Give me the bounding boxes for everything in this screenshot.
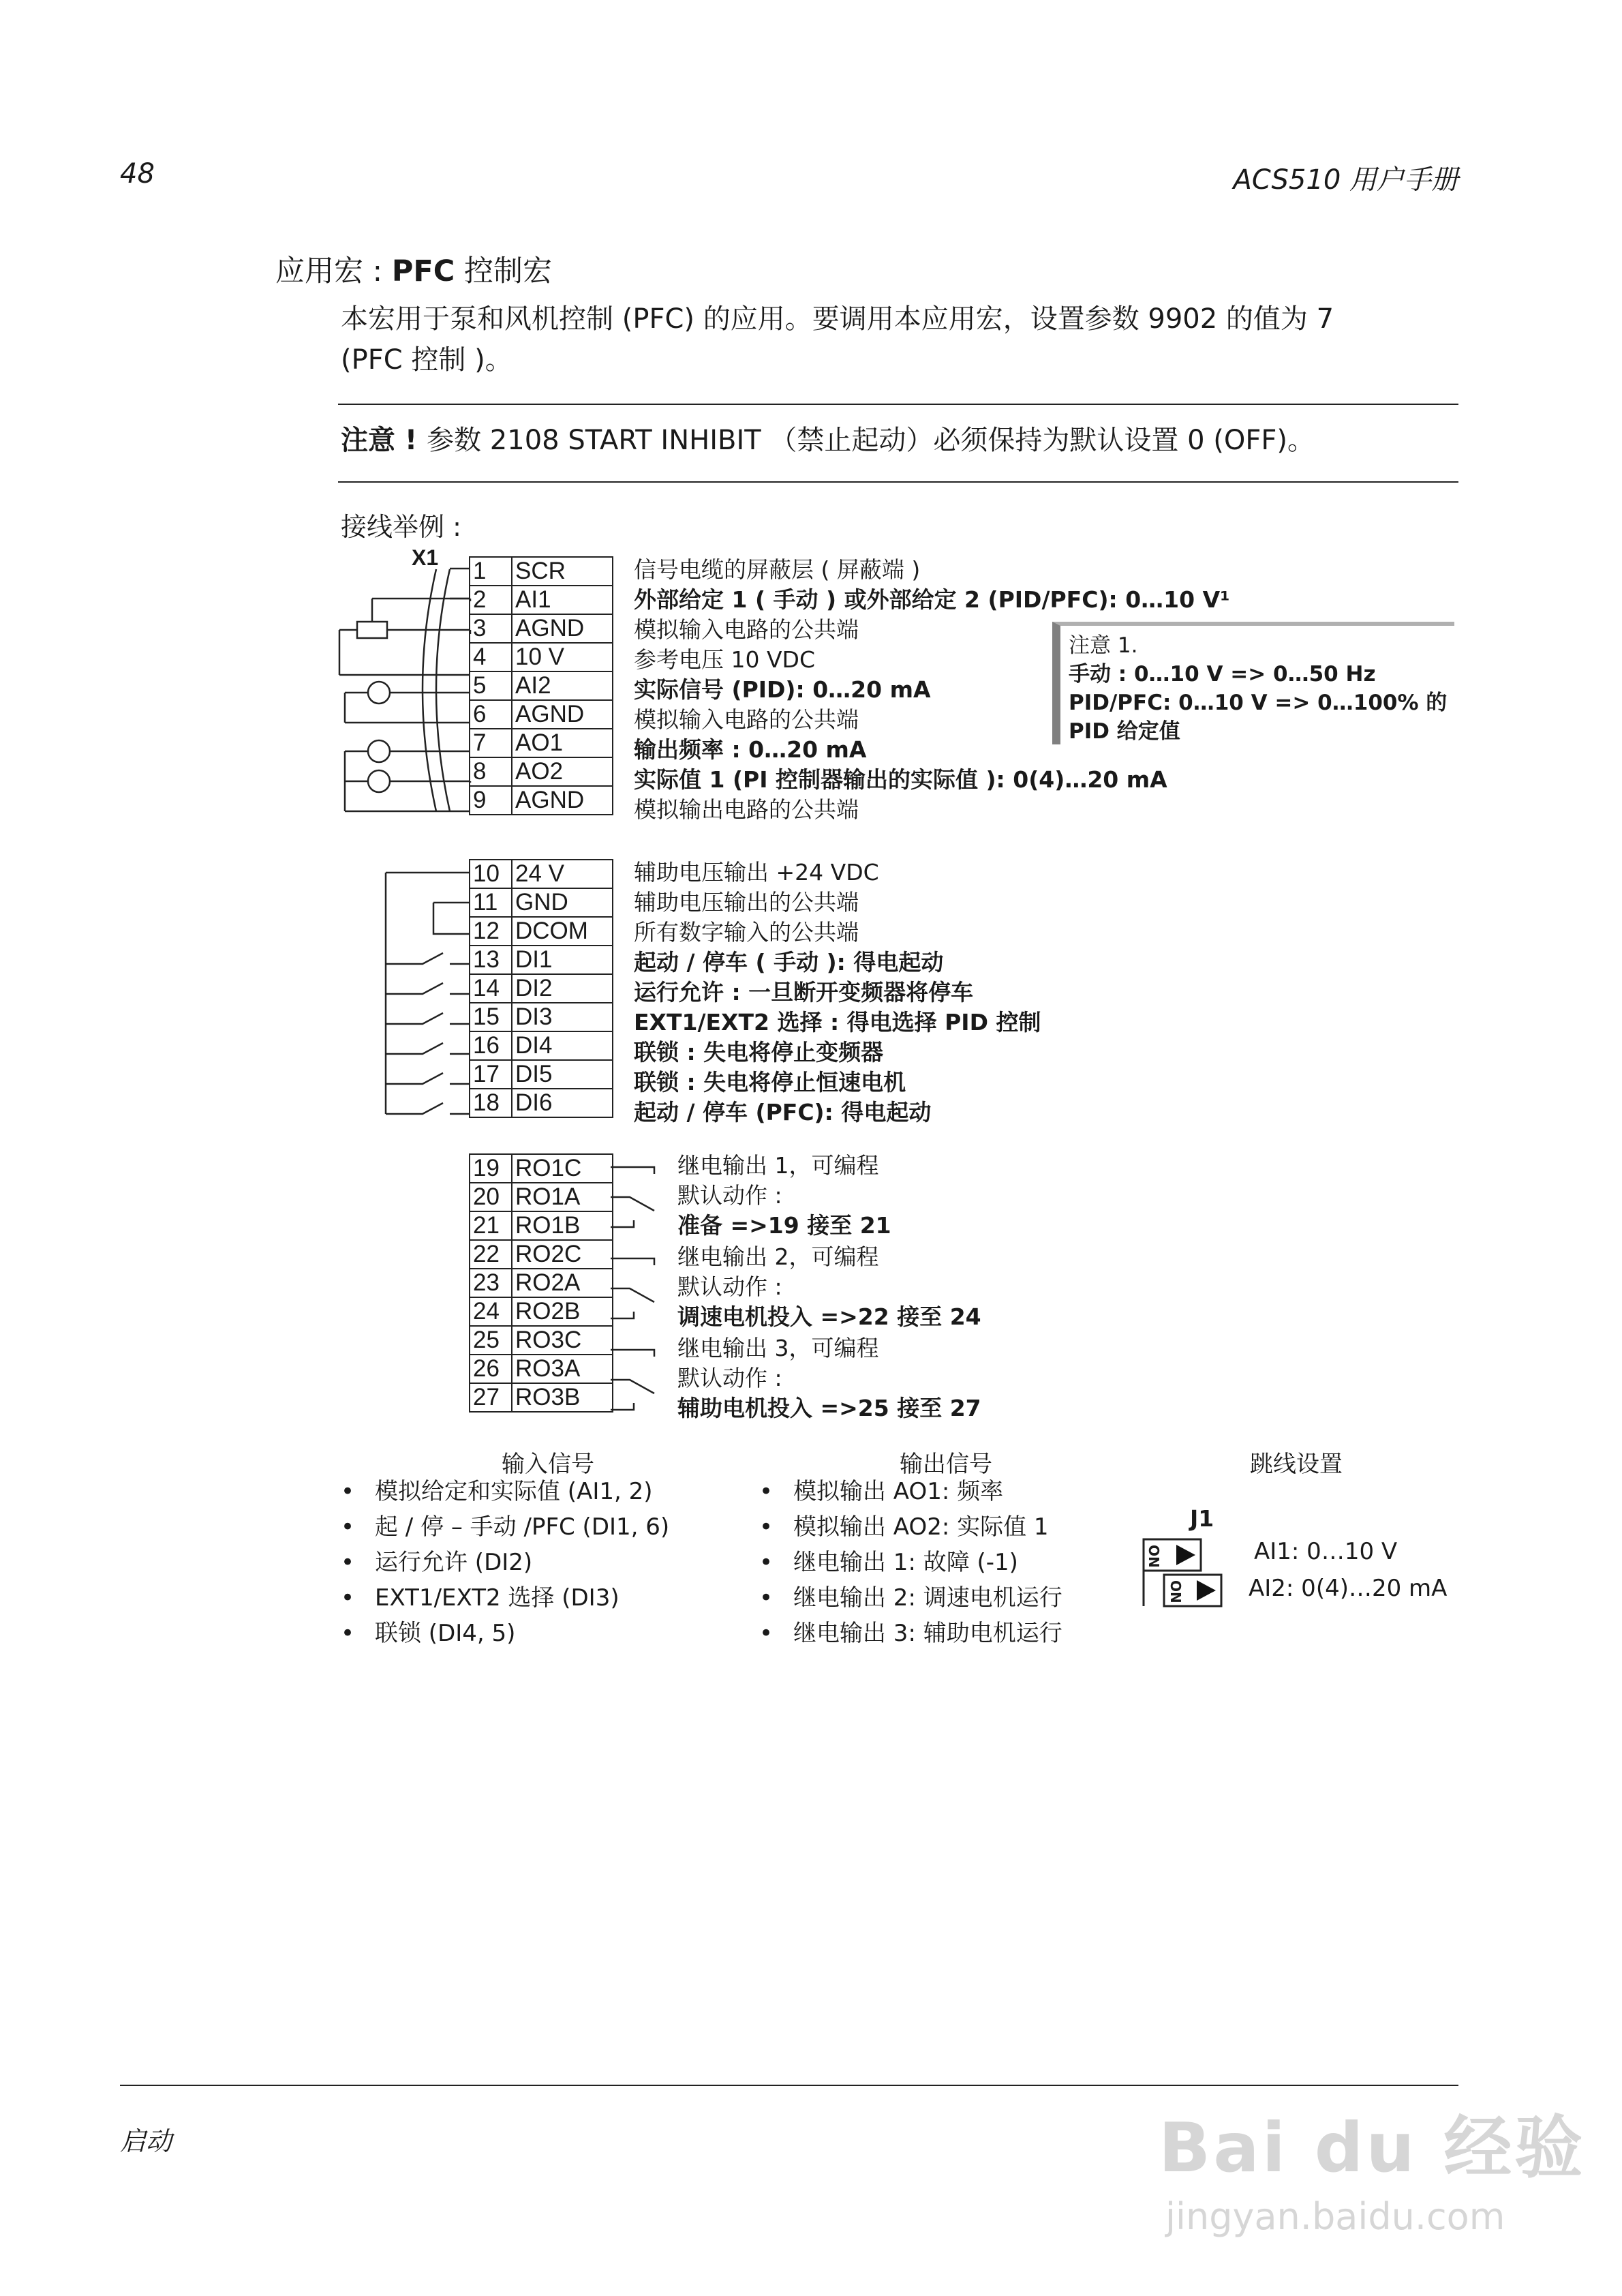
- watermark-brand: Bai du 经验: [1159, 2108, 1586, 2188]
- desc-line: 联锁 : 失电将停止恒速电机: [634, 1069, 906, 1096]
- terminal-signal: AGND: [512, 700, 613, 729]
- terminal-block-relay: [469, 1153, 613, 1413]
- relay-line: 继电输出 1，可编程: [677, 1152, 879, 1179]
- desc-line: 起动 / 停车 ( 手动 ): 得电起动: [634, 949, 944, 976]
- note-box: [1052, 622, 1454, 744]
- wiring-label: 接线举例 :: [341, 512, 461, 542]
- list-item: • EXT1/EXT2 选择 (DI3): [341, 1580, 669, 1616]
- list-item: • 起 / 停 – 手动 /PFC (DI1, 6): [341, 1509, 669, 1545]
- terminal-row: [470, 946, 613, 974]
- terminal-num: 14: [470, 974, 512, 1003]
- terminal-row: [470, 557, 613, 586]
- terminal-signal: AO2: [512, 757, 613, 786]
- terminal-num: 22: [470, 1240, 512, 1269]
- terminal-num: 17: [470, 1060, 512, 1089]
- terminal-row: [470, 1297, 613, 1326]
- watermark-url: jingyan.baidu.com: [1165, 2195, 1505, 2238]
- relay-3-description: [677, 1333, 981, 1423]
- terminal-num: 2: [470, 586, 512, 614]
- terminal-row: [470, 1060, 613, 1089]
- terminal-num: 27: [470, 1383, 512, 1412]
- terminal-signal: RO3C: [512, 1326, 613, 1355]
- terminal-signal: AO1: [512, 729, 613, 757]
- desc-line: 信号电缆的屏蔽层 ( 屏蔽端 ): [634, 556, 921, 583]
- terminal-signal: DCOM: [512, 917, 613, 946]
- terminal-num: 10: [470, 860, 512, 888]
- input-signals-list: [341, 1474, 669, 1651]
- terminal-num: 19: [470, 1154, 512, 1183]
- terminal-row: [470, 1211, 613, 1240]
- desc-line: 输出频率 : 0…20 mA: [634, 736, 867, 763]
- terminal-num: 25: [470, 1326, 512, 1355]
- terminal-signal: DI4: [512, 1031, 613, 1060]
- terminal-row: [470, 917, 613, 946]
- terminal-num: 24: [470, 1297, 512, 1326]
- footer-rule: [120, 2085, 1458, 2086]
- list-item: • 继电输出 2: 调速电机运行: [759, 1580, 1062, 1616]
- list-item: • 继电输出 1: 故障 (-1): [759, 1545, 1062, 1580]
- terminal-signal: DI1: [512, 946, 613, 974]
- desc-line: EXT1/EXT2 选择 : 得电选择 PID 控制: [634, 1009, 1041, 1036]
- footer-section: 启动: [120, 2126, 172, 2156]
- page-number: 48: [120, 158, 155, 190]
- note-box-title: 注意 1.: [1069, 633, 1138, 658]
- terminal-row: [470, 888, 613, 917]
- manual-title: ACS510 用户手册: [1233, 164, 1458, 196]
- meter-symbol-ao2: [368, 770, 390, 792]
- terminal-num: 21: [470, 1211, 512, 1240]
- intro-line-2: (PFC 控制 )。: [341, 344, 512, 376]
- desc-line: 辅助电压输出 +24 VDC: [634, 859, 879, 886]
- relay-line: 默认动作 :: [677, 1182, 782, 1209]
- relay-line: 准备 =>19 接至 21: [677, 1212, 891, 1239]
- list-item: • 运行允许 (DI2): [341, 1545, 669, 1580]
- terminal-row: [470, 974, 613, 1003]
- list-item: • 联锁 (DI4, 5): [341, 1616, 669, 1651]
- terminal-row: [470, 586, 613, 614]
- terminal-row: [470, 757, 613, 786]
- jumper-on-label: ON: [1146, 1545, 1162, 1568]
- meter-symbol-ai2: [368, 682, 390, 704]
- desc-line: 参考电压 10 VDC: [634, 646, 815, 673]
- note-box-line: 手动 : 0…10 V => 0…50 Hz: [1069, 662, 1376, 686]
- terminal-signal: SCR: [512, 557, 613, 586]
- terminal-row: [470, 1183, 613, 1211]
- terminal-signal: RO3A: [512, 1355, 613, 1383]
- terminal-row: [470, 786, 613, 815]
- terminal-row: [470, 1031, 613, 1060]
- desc-line: 所有数字输入的公共端: [634, 919, 859, 946]
- terminal-num: 15: [470, 1003, 512, 1031]
- terminal-signal: AGND: [512, 614, 613, 643]
- relay-2-description: [677, 1242, 981, 1332]
- desc-line: 实际信号 (PID): 0…20 mA: [634, 676, 931, 703]
- terminal-num: 8: [470, 757, 512, 786]
- desc-line: 模拟输入电路的公共端: [634, 706, 859, 733]
- title-suffix: 控制宏: [455, 254, 552, 288]
- terminal-row: [470, 614, 613, 643]
- terminal-signal: RO2B: [512, 1297, 613, 1326]
- relay-1-description: [677, 1151, 891, 1241]
- terminal-num: 18: [470, 1089, 512, 1117]
- terminal-block-analog: [469, 556, 613, 815]
- terminal-row: [470, 1240, 613, 1269]
- list-item: • 模拟给定和实际值 (AI1, 2): [341, 1474, 669, 1509]
- terminal-row: [470, 1003, 613, 1031]
- terminal-signal: 10 V: [512, 643, 613, 671]
- terminal-row: [470, 671, 613, 700]
- terminal-block-digital: [469, 859, 613, 1118]
- jumper-label: J1: [1190, 1505, 1214, 1532]
- terminal-signal: DI2: [512, 974, 613, 1003]
- note-box-line: PID/PFC: 0…10 V => 0…100% 的: [1069, 691, 1448, 715]
- desc-line: 模拟输入电路的公共端: [634, 616, 859, 643]
- output-signals-list: [759, 1474, 1062, 1651]
- note-bold: 注意 !: [341, 425, 427, 456]
- desc-line: 辅助电压输出的公共端: [634, 889, 859, 916]
- terminal-signal: 24 V: [512, 860, 613, 888]
- terminal-signal: DI6: [512, 1089, 613, 1117]
- terminal-signal: RO1A: [512, 1183, 613, 1211]
- terminal-num: 3: [470, 614, 512, 643]
- output-signals-header: 输出信号: [900, 1451, 992, 1478]
- terminal-row: [470, 1326, 613, 1355]
- terminal-num: 11: [470, 888, 512, 917]
- terminal-signal: AI2: [512, 671, 613, 700]
- terminal-signal: RO1B: [512, 1211, 613, 1240]
- terminal-num: 13: [470, 946, 512, 974]
- list-item: • 模拟输出 AO1: 频率: [759, 1474, 1062, 1509]
- relay-line: 默认动作 :: [677, 1365, 782, 1391]
- relay-line: 继电输出 3，可编程: [677, 1335, 879, 1361]
- terminal-signal: RO2A: [512, 1269, 613, 1297]
- terminal-signal: AGND: [512, 786, 613, 815]
- desc-line: 联锁 : 失电将停止变频器: [634, 1039, 884, 1066]
- note-box-line: PID 给定值: [1069, 719, 1180, 744]
- potentiometer-symbol: [357, 622, 387, 638]
- terminal-row: [470, 1154, 613, 1183]
- desc-line: 起动 / 停车 (PFC): 得电起动: [634, 1099, 932, 1126]
- terminal-signal: RO1C: [512, 1154, 613, 1183]
- terminal-signal: AI1: [512, 586, 613, 614]
- desc-line: 运行允许 : 一旦断开变频器将停车: [634, 979, 974, 1006]
- terminal-row: [470, 1089, 613, 1117]
- list-item: • 模拟输出 AO2: 实际值 1: [759, 1509, 1062, 1545]
- terminal-row: [470, 1383, 613, 1412]
- relay-line: 辅助电机投入 =>25 接至 27: [677, 1395, 981, 1421]
- terminal-num: 5: [470, 671, 512, 700]
- note-text: 参数 2108 START INHIBIT （禁止起动）必须保持为默认设置 0 (OFF)。: [427, 425, 1315, 456]
- jumper-ai1-setting: AI1: 0…10 V: [1254, 1538, 1398, 1565]
- terminal-num: 1: [470, 557, 512, 586]
- terminal-num: 9: [470, 786, 512, 815]
- terminal-num: 20: [470, 1183, 512, 1211]
- terminal-num: 7: [470, 729, 512, 757]
- terminal-num: 23: [470, 1269, 512, 1297]
- jumper-ai1-arrow: [1176, 1545, 1195, 1565]
- terminal-signal: DI5: [512, 1060, 613, 1089]
- title-prefix: 应用宏 :: [275, 254, 392, 288]
- terminal-num: 4: [470, 643, 512, 671]
- desc-line: 实际值 1 (PI 控制器输出的实际值 ): 0(4)…20 mA: [634, 766, 1167, 793]
- jumper-block: [1142, 1538, 1246, 1609]
- terminal-row: [470, 1355, 613, 1383]
- digital-descriptions: [634, 858, 1041, 1128]
- jumper-ai2-setting: AI2: 0(4)…20 mA: [1249, 1575, 1448, 1602]
- connector-label: X1: [412, 545, 439, 570]
- jumper-on-label: ON: [1167, 1580, 1184, 1603]
- intro-line-1: 本宏用于泵和风机控制 (PFC) 的应用。要调用本应用宏，设置参数 9902 的值为 7: [341, 303, 1334, 335]
- desc-line: 外部给定 1 ( 手动 ) 或外部给定 2 (PID/PFC): 0…10 V¹: [634, 586, 1230, 613]
- terminal-signal: RO2C: [512, 1240, 613, 1269]
- title-bold: PFC: [391, 254, 455, 288]
- terminal-row: [470, 729, 613, 757]
- terminal-row: [470, 700, 613, 729]
- relay-line: 继电输出 2，可编程: [677, 1243, 879, 1270]
- jumper-ai2-arrow: [1197, 1580, 1216, 1601]
- terminal-num: 12: [470, 917, 512, 946]
- terminal-row: [470, 643, 613, 671]
- input-signals-header: 输入信号: [502, 1451, 594, 1478]
- relay-line: 调速电机投入 =>22 接至 24: [677, 1303, 981, 1330]
- list-item: • 继电输出 3: 辅助电机运行: [759, 1616, 1062, 1651]
- relay-line: 默认动作 :: [677, 1273, 782, 1300]
- terminal-num: 6: [470, 700, 512, 729]
- terminal-signal: GND: [512, 888, 613, 917]
- jumper-header: 跳线设置: [1250, 1451, 1343, 1478]
- meter-symbol-ao1: [368, 740, 390, 762]
- terminal-signal: RO3B: [512, 1383, 613, 1412]
- desc-line: 模拟输出电路的公共端: [634, 796, 859, 823]
- terminal-num: 16: [470, 1031, 512, 1060]
- terminal-row: [470, 1269, 613, 1297]
- terminal-num: 26: [470, 1355, 512, 1383]
- terminal-signal: DI3: [512, 1003, 613, 1031]
- terminal-row: [470, 860, 613, 888]
